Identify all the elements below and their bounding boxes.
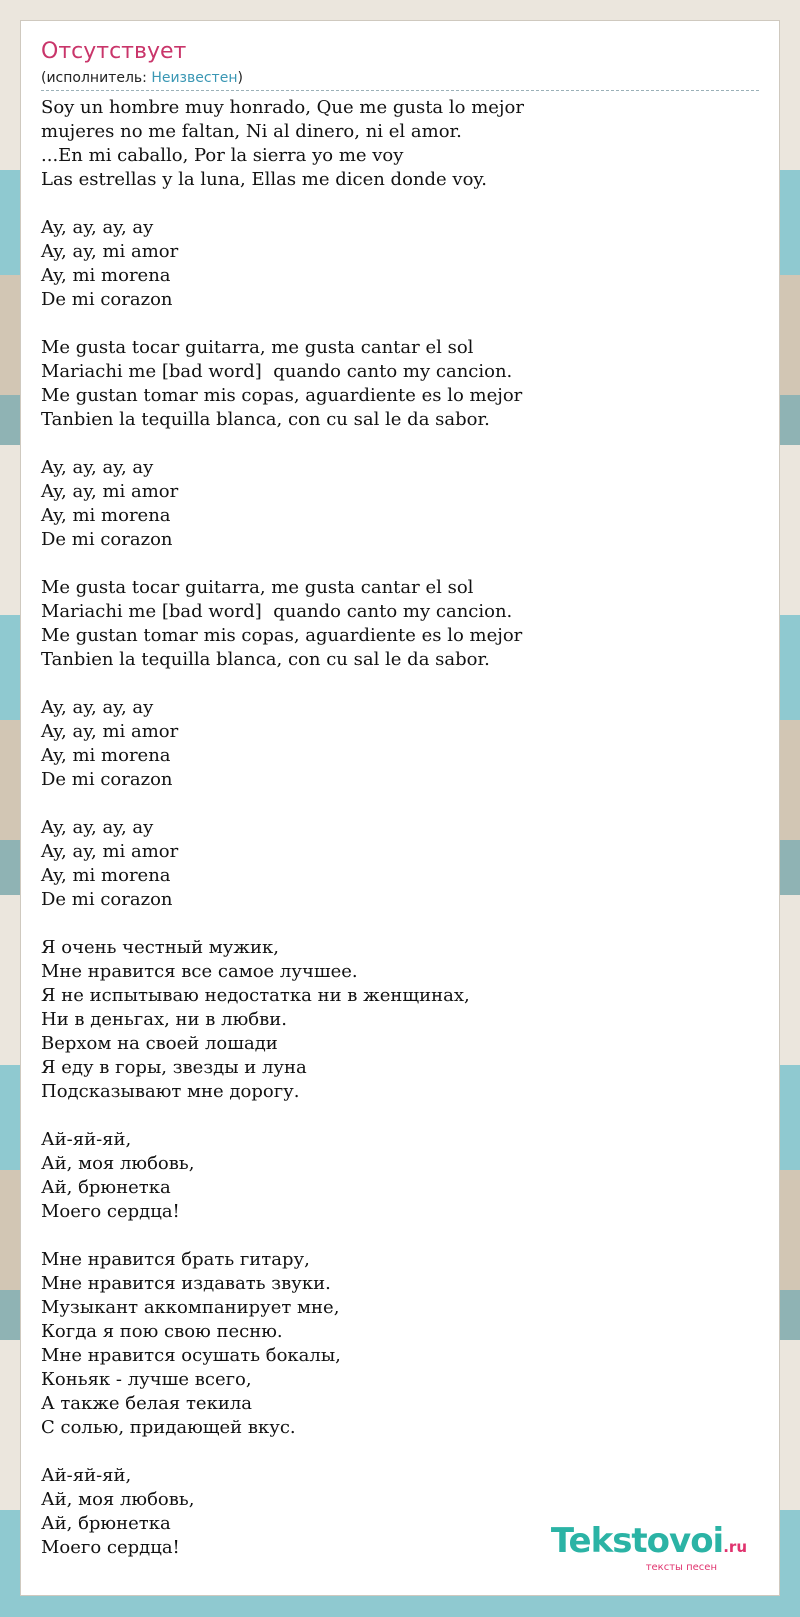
- song-title: Отсутствует: [41, 39, 187, 64]
- site-logo[interactable]: [550, 1521, 747, 1573]
- lyrics-text: Soy un hombre muy honrado, Que me gusta lo mejor mujeres no me faltan, Ni al dinero, ni el amor. ...En mi caballo, Por la sierra yo me voy Las estrellas y la luna, Ellas me dicen donde voy. Ay, ay, ay, ay Ay, ay, mi amor Ay, mi morena De mi corazon Me gusta tocar guitarra, me gusta cantar el sol Mariachi me [bad word] quando canto my cancion. Me gustan tomar mis copas, aguardiente es lo mejor Tanbien la tequilla blanca, con cu sal le da sabor. Ay, ay, ay, ay Ay, ay, mi amor Ay, mi morena De mi corazon Me gusta tocar guitarra, me gusta cantar el sol Mariachi me [bad word] quando canto my cancion. Me gustan tomar mis copas, aguardiente es lo mejor Tanbien la tequilla blanca, con cu sal le da sabor. Ay, ay, ay, ay Ay, ay, mi amor Ay, mi morena De mi corazon Ay, ay, ay, ay Ay, ay, mi amor Ay, mi morena De mi corazon Я очень честный мужик, Мне нравится все самое лучшее. Я не испытываю недостатка ни в женщинах, Ни в деньгах, ни в любви. Верхом на своей лошади Я еду в горы, звезды и луна Подсказывают мне дорогу. Ай-яй-яй, Ай, моя любовь, Ай, брюнетка Моего сердца! Мне нравится брать гитару, Мне нравится издавать звуки. Музыкант аккомпанирует мне, Когда я пою свою песню. Мне нравится осушать бокалы, Коньяк - лучше всего, А также белая текила С солью, придающей вкус. Ай-яй-яй, Ай, моя любовь, Ай, брюнетка Моего сердца!: [41, 97, 524, 1558]
- lyrics-card: [20, 20, 780, 1596]
- performer-link[interactable]: Неизвестен: [151, 70, 238, 86]
- performer-prefix: (исполнитель:: [41, 70, 152, 86]
- performer-suffix: ): [237, 70, 243, 86]
- logo-wordmark: [550, 1521, 747, 1564]
- logo-tagline: тексты песен: [645, 1562, 717, 1573]
- logo-tld: .ru: [723, 1538, 747, 1556]
- performer-line: [41, 70, 243, 86]
- logo-name: Tekstovoi: [550, 1521, 724, 1561]
- title-divider: [41, 90, 759, 91]
